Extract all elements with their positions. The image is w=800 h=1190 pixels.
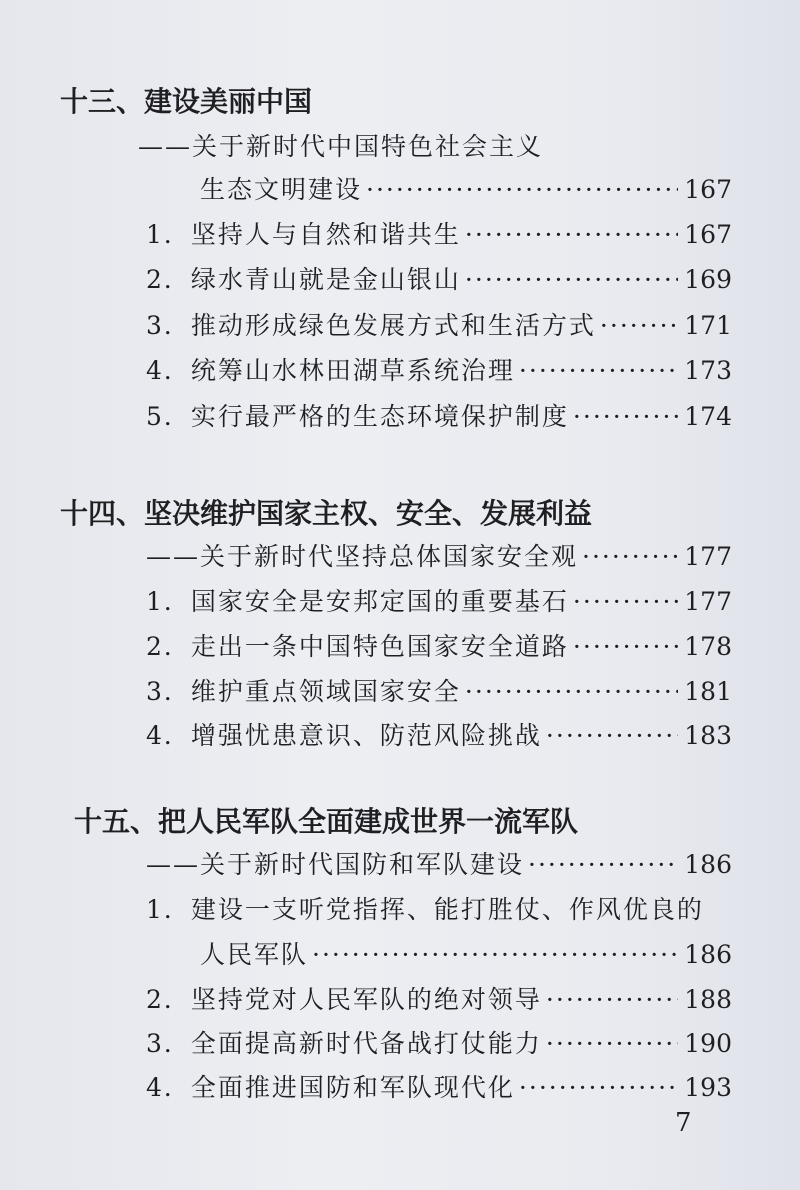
leader-dots	[465, 220, 678, 249]
toc-entry: 3．维护重点领域国家安全 ····· 181	[146, 672, 732, 708]
toc-entry: 3．推动形成绿色发展方式和生活方式 ····· 171	[146, 306, 732, 342]
page-ref: 167	[684, 220, 732, 249]
page-ref: 193	[684, 1073, 732, 1102]
leader-dots	[312, 940, 678, 969]
leader-dots	[573, 402, 678, 431]
page-number: 7	[675, 1108, 692, 1138]
toc-entry: 5．实行最严格的生态环境保护制度 ····· 174	[146, 397, 732, 433]
page-ref: 171	[684, 311, 732, 340]
leader-dots	[546, 721, 678, 750]
page-ref: 178	[684, 632, 732, 661]
leader-dots	[582, 542, 678, 571]
leader-dots	[573, 587, 678, 616]
section-15-subtitle: ——关于新时代国防和军队建设 ····· 186	[146, 845, 732, 881]
leader-dots	[519, 1073, 678, 1102]
page-ref: 173	[684, 356, 732, 385]
page-ref: 169	[684, 265, 732, 294]
leader-dots	[528, 850, 678, 879]
page-ref: 190	[684, 1029, 732, 1058]
toc-entry: 4．增强忧患意识、防范风险挑战 ····· 183	[146, 716, 732, 752]
section-13-subtitle-line1: ——关于新时代中国特色社会主义	[138, 132, 544, 161]
page-ref: 177	[684, 542, 732, 571]
leader-dots	[519, 356, 678, 385]
leader-dots	[573, 632, 678, 661]
toc-entry: 4．全面推进国防和军队现代化 ····· 193	[146, 1068, 732, 1104]
leader-dots	[600, 311, 678, 340]
leader-dots	[546, 1029, 678, 1058]
toc-entry: 2．绿水青山就是金山银山 ····· 169	[146, 260, 732, 296]
page-ref: 188	[684, 985, 732, 1014]
leader-dots	[465, 677, 678, 706]
section-14-subtitle: ——关于新时代坚持总体国家安全观 ····· 177	[146, 537, 732, 573]
toc-entry: 2．走出一条中国特色国家安全道路 ····· 178	[146, 627, 732, 663]
page-ref: 183	[684, 721, 732, 750]
toc-entry-line2: 人民军队 ····· 186	[200, 935, 732, 971]
page-ref: 181	[684, 677, 732, 706]
page-ref: 186	[684, 850, 732, 879]
toc-entry: 2．坚持党对人民军队的绝对领导 ····· 188	[146, 980, 732, 1016]
leader-dots	[546, 985, 678, 1014]
toc-entry: 4．统筹山水林田湖草系统治理 ····· 173	[146, 351, 732, 387]
page-ref: 167	[684, 175, 732, 204]
leader-dots	[366, 175, 678, 204]
toc-entry: 3．全面提高新时代备战打仗能力 ····· 190	[146, 1024, 732, 1060]
section-13-subtitle-line2: 生态文明建设 ····· 167	[200, 170, 732, 206]
toc-entry: 1．国家安全是安邦定国的重要基石 ····· 177	[146, 582, 732, 618]
toc-entry: 1．坚持人与自然和谐共生 ····· 167	[146, 215, 732, 251]
page-ref: 186	[684, 940, 732, 969]
page-ref: 177	[684, 587, 732, 616]
section-13-heading: 十三、建设美丽中国	[60, 85, 313, 118]
section-14-heading: 十四、坚决维护国家主权、安全、发展利益	[60, 497, 593, 530]
leader-dots	[465, 265, 678, 294]
page-ref: 174	[684, 402, 732, 431]
toc-entry-line1: 1．建设一支听党指挥、能打胜仗、作风优良的	[146, 895, 704, 924]
section-15-heading: 十五、把人民军队全面建成世界一流军队	[74, 805, 579, 838]
